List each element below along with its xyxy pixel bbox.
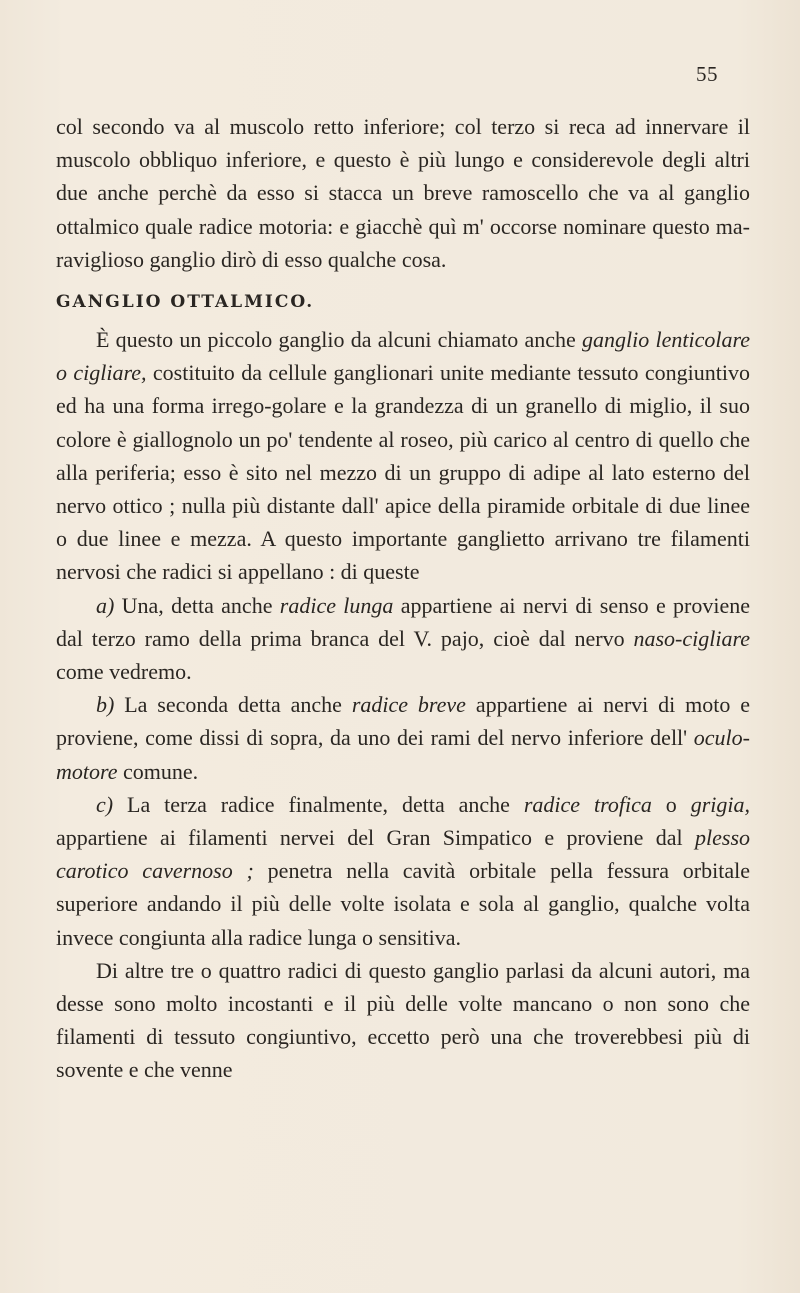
paragraph-continuation: col secondo va al muscolo retto inferiore; col terzo si reca ad innervare il muscolo obbliquo inferiore, e questo è più lungo e considerevole degli altri due anche perchè da esso si stacca un breve ramoscello che va al ganglio ottalmico quale radice motoria: e giacchè quì m' occorse nominare questo ma-raviglioso ganglio dirò di esso qualche cosa. [56,114,750,272]
text-run: penetra nella cavità orbitale pella fessura orbitale superiore andando il più delle volte isolata e sola al ganglio, qualche volta invece congiunta alla radice lunga o sensitiva. [56,858,750,950]
paragraph-radice-breve [56,688,750,788]
paragraph-ganglio-description [56,323,750,589]
section-heading: GANGLIO OTTALMICO. [56,292,315,313]
text-run: come vedremo. [56,659,192,685]
text-run: costituito da cellule ganglionari unite mediante tessuto congiuntivo ed ha una forma irrego-golare e la grandezza di un granello di miglio, il suo colore è giallognolo un po' tendente al roseo, più carico al centro di quello che alla periferia; esso è sito nel mezzo di un gruppo di adipe al lato esterno del nervo ottico ; nulla più distante dall' apice della piramide orbitale di due linee o due linee e mezza. A questo importante ganglietto arrivano tre filamenti nervosi che radici si appellano : di queste [56,360,750,585]
text-run: appartiene ai nervi di senso e proviene dal terzo ramo della prima branca del V. pajo, cioè dal nervo [56,592,751,651]
list-marker: c) [96,791,114,817]
list-marker: a) [96,592,115,618]
italic-term: radice trofica [523,791,652,817]
italic-term: radice breve [351,692,466,718]
italic-term: oculo-motore [56,725,750,784]
text-run: È questo un piccolo ganglio da alcuni chiamato anche [96,327,583,353]
text-run: comune. [117,758,199,784]
italic-term: plesso carotico cavernoso ; [56,825,750,884]
text-run: o [651,791,691,817]
paragraph-radice-trofica [56,788,750,954]
page-number: 55 [696,62,718,86]
text-run: appartiene ai filamenti nervei del Gran Simpatico e proviene dal [56,825,695,851]
text-run: La seconda detta anche [114,692,352,718]
italic-term: naso-cigliare [633,625,750,651]
italic-term: grigia, [690,791,750,817]
body-text [56,110,750,1087]
paragraph-radice-lunga [56,589,750,689]
text-run: Una, detta anche [114,592,280,618]
list-marker: b) [96,692,115,718]
text-run: La terza radice finalmente, detta anche [113,791,524,817]
italic-term: radice lunga [279,592,394,618]
text-run: appartiene ai nervi di moto e proviene, come dissi di sopra, da uno dei rami del nervo inferiore dell' [56,692,751,751]
italic-term: ganglio lenticolare o cigliare, [56,327,750,386]
paragraph-altre-radici: Di altre tre o quattro radici di questo ganglio parlasi da alcuni autori, ma desse sono molto incostanti e il più delle volte mancano o non sono che filamenti di tessuto congiuntivo, eccetto però una che troverebbesi più di sovente e che venne [56,957,750,1083]
